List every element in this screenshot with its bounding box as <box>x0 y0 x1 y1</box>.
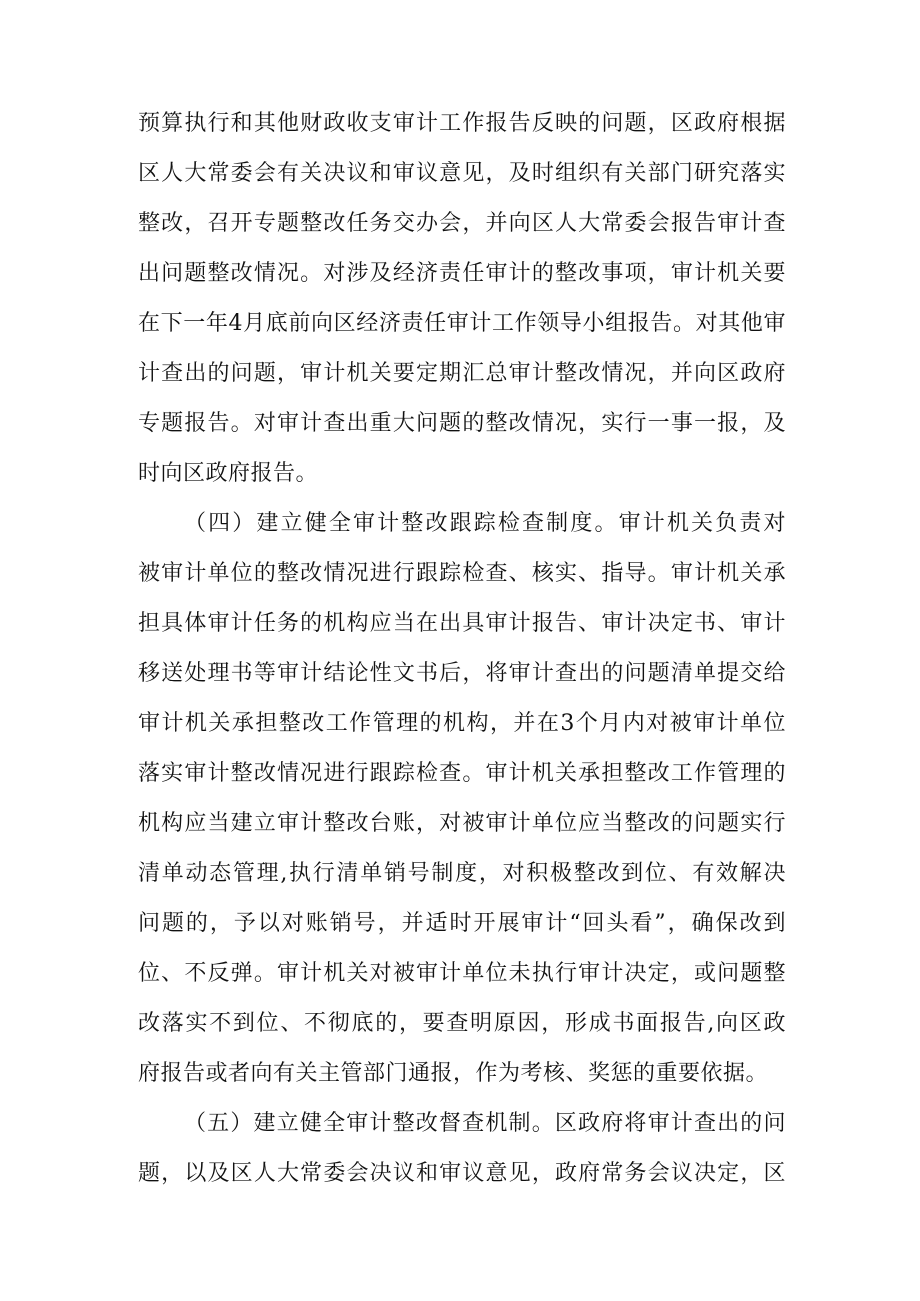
text-line: 担具体审计任务的机构应当在出具审计报告、审计决定书、审计 <box>138 611 786 636</box>
text-line: 位、不反弹。审计机关对被审计单位未执行审计决定，或问题整 <box>138 961 786 986</box>
text-line: 问题的，予以对账销号，并适时开展审计“回头看”，确保改到 <box>138 911 786 936</box>
text-line: 清单动态管理,执行清单销号制度，对积极整改到位、有效解决 <box>138 861 786 886</box>
text-line: 计查出的问题，审计机关要定期汇总审计整改情况，并向区政府 <box>138 361 786 386</box>
section-heading-line: （四）建立健全审计整改跟踪检查制度。审计机关负责对 <box>184 511 786 536</box>
text-line: 府报告或者向有关主管部门通报，作为考核、奖惩的重要依据。 <box>138 1061 769 1086</box>
text-line: 整改，召开专题整改任务交办会，并向区人大常委会报告审计查 <box>138 211 786 236</box>
text-line: 移送处理书等审计结论性文书后，将审计查出的问题清单提交给 <box>138 661 786 686</box>
text-line: 时向区政府报告。 <box>138 461 319 486</box>
text-line: 在下一年4月底前向区经济责任审计工作领导小组报告。对其他审 <box>138 311 786 336</box>
text-line: 被审计单位的整改情况进行跟踪检查、核实、指导。审计机关承 <box>138 561 786 586</box>
text-line: 预算执行和其他财政收支审计工作报告反映的问题，区政府根据 <box>138 111 786 136</box>
text-line: 题，以及区人大常委会决议和审议意见，政府常务会议决定，区 <box>138 1161 786 1186</box>
text-line: 审计机关承担整改工作管理的机构，并在3个月内对被审计单位 <box>138 711 786 736</box>
text-line: 出问题整改情况。对涉及经济责任审计的整改事项，审计机关要 <box>138 261 786 286</box>
text-line: 区人大常委会有关决议和审议意见，及时组织有关部门研究落实 <box>138 161 786 186</box>
text-line: 机构应当建立审计整改台账，对被审计单位应当整改的问题实行 <box>138 811 786 836</box>
text-line: 落实审计整改情况进行跟踪检查。审计机关承担整改工作管理的 <box>138 761 786 786</box>
text-line: 专题报告。对审计查出重大问题的整改情况，实行一事一报，及 <box>138 411 786 436</box>
section-heading-line: （五）建立健全审计整改督查机制。区政府将审计查出的问 <box>184 1111 786 1136</box>
text-line: 改落实不到位、不彻底的，要查明原因，形成书面报告,向区政 <box>138 1011 786 1036</box>
